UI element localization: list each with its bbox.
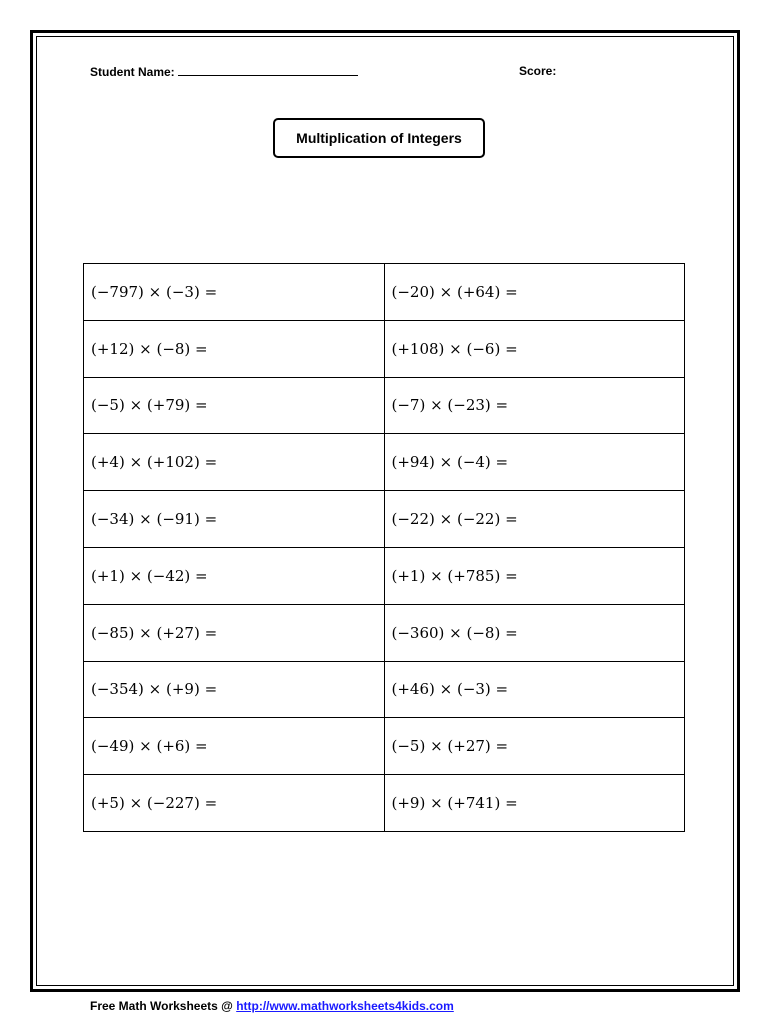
table-row	[84, 377, 685, 434]
table-row	[84, 775, 685, 832]
problem-cell: (+1) × (−42) =	[84, 547, 385, 604]
problem-cell: (+12) × (−8) =	[84, 320, 385, 377]
problem-cell: (−797) × (−3) =	[84, 264, 385, 321]
worksheet-title: Multiplication of Integers	[273, 118, 485, 158]
footer	[90, 999, 454, 1013]
problem-cell: (−20) × (+64) =	[384, 264, 685, 321]
student-name-blank[interactable]	[178, 64, 358, 76]
problem-cell: (−354) × (+9) =	[84, 661, 385, 718]
student-name-label: Student Name:	[90, 65, 175, 79]
problem-cell: (−5) × (+27) =	[384, 718, 685, 775]
problem-cell: (−360) × (−8) =	[384, 604, 685, 661]
problems-table	[83, 263, 685, 832]
problem-cell: (−5) × (+79) =	[84, 377, 385, 434]
problem-cell: (−7) × (−23) =	[384, 377, 685, 434]
table-row	[84, 718, 685, 775]
problem-cell: (+46) × (−3) =	[384, 661, 685, 718]
footer-link[interactable]: http://www.mathworksheets4kids.com	[236, 999, 454, 1013]
problem-cell: (+1) × (+785) =	[384, 547, 685, 604]
table-row	[84, 434, 685, 491]
problem-cell: (−34) × (−91) =	[84, 491, 385, 548]
table-row	[84, 604, 685, 661]
problem-cell: (+108) × (−6) =	[384, 320, 685, 377]
problem-cell: (−49) × (+6) =	[84, 718, 385, 775]
problem-cell: (+94) × (−4) =	[384, 434, 685, 491]
table-row	[84, 320, 685, 377]
student-name-field	[90, 64, 358, 79]
footer-text: Free Math Worksheets @	[90, 999, 237, 1013]
problem-cell: (+9) × (+741) =	[384, 775, 685, 832]
problem-cell: (+5) × (−227) =	[84, 775, 385, 832]
table-row	[84, 491, 685, 548]
problem-cell: (+4) × (+102) =	[84, 434, 385, 491]
score-label: Score:	[519, 64, 557, 78]
problem-cell: (−85) × (+27) =	[84, 604, 385, 661]
problem-cell: (−22) × (−22) =	[384, 491, 685, 548]
table-row	[84, 547, 685, 604]
table-row	[84, 264, 685, 321]
table-row	[84, 661, 685, 718]
